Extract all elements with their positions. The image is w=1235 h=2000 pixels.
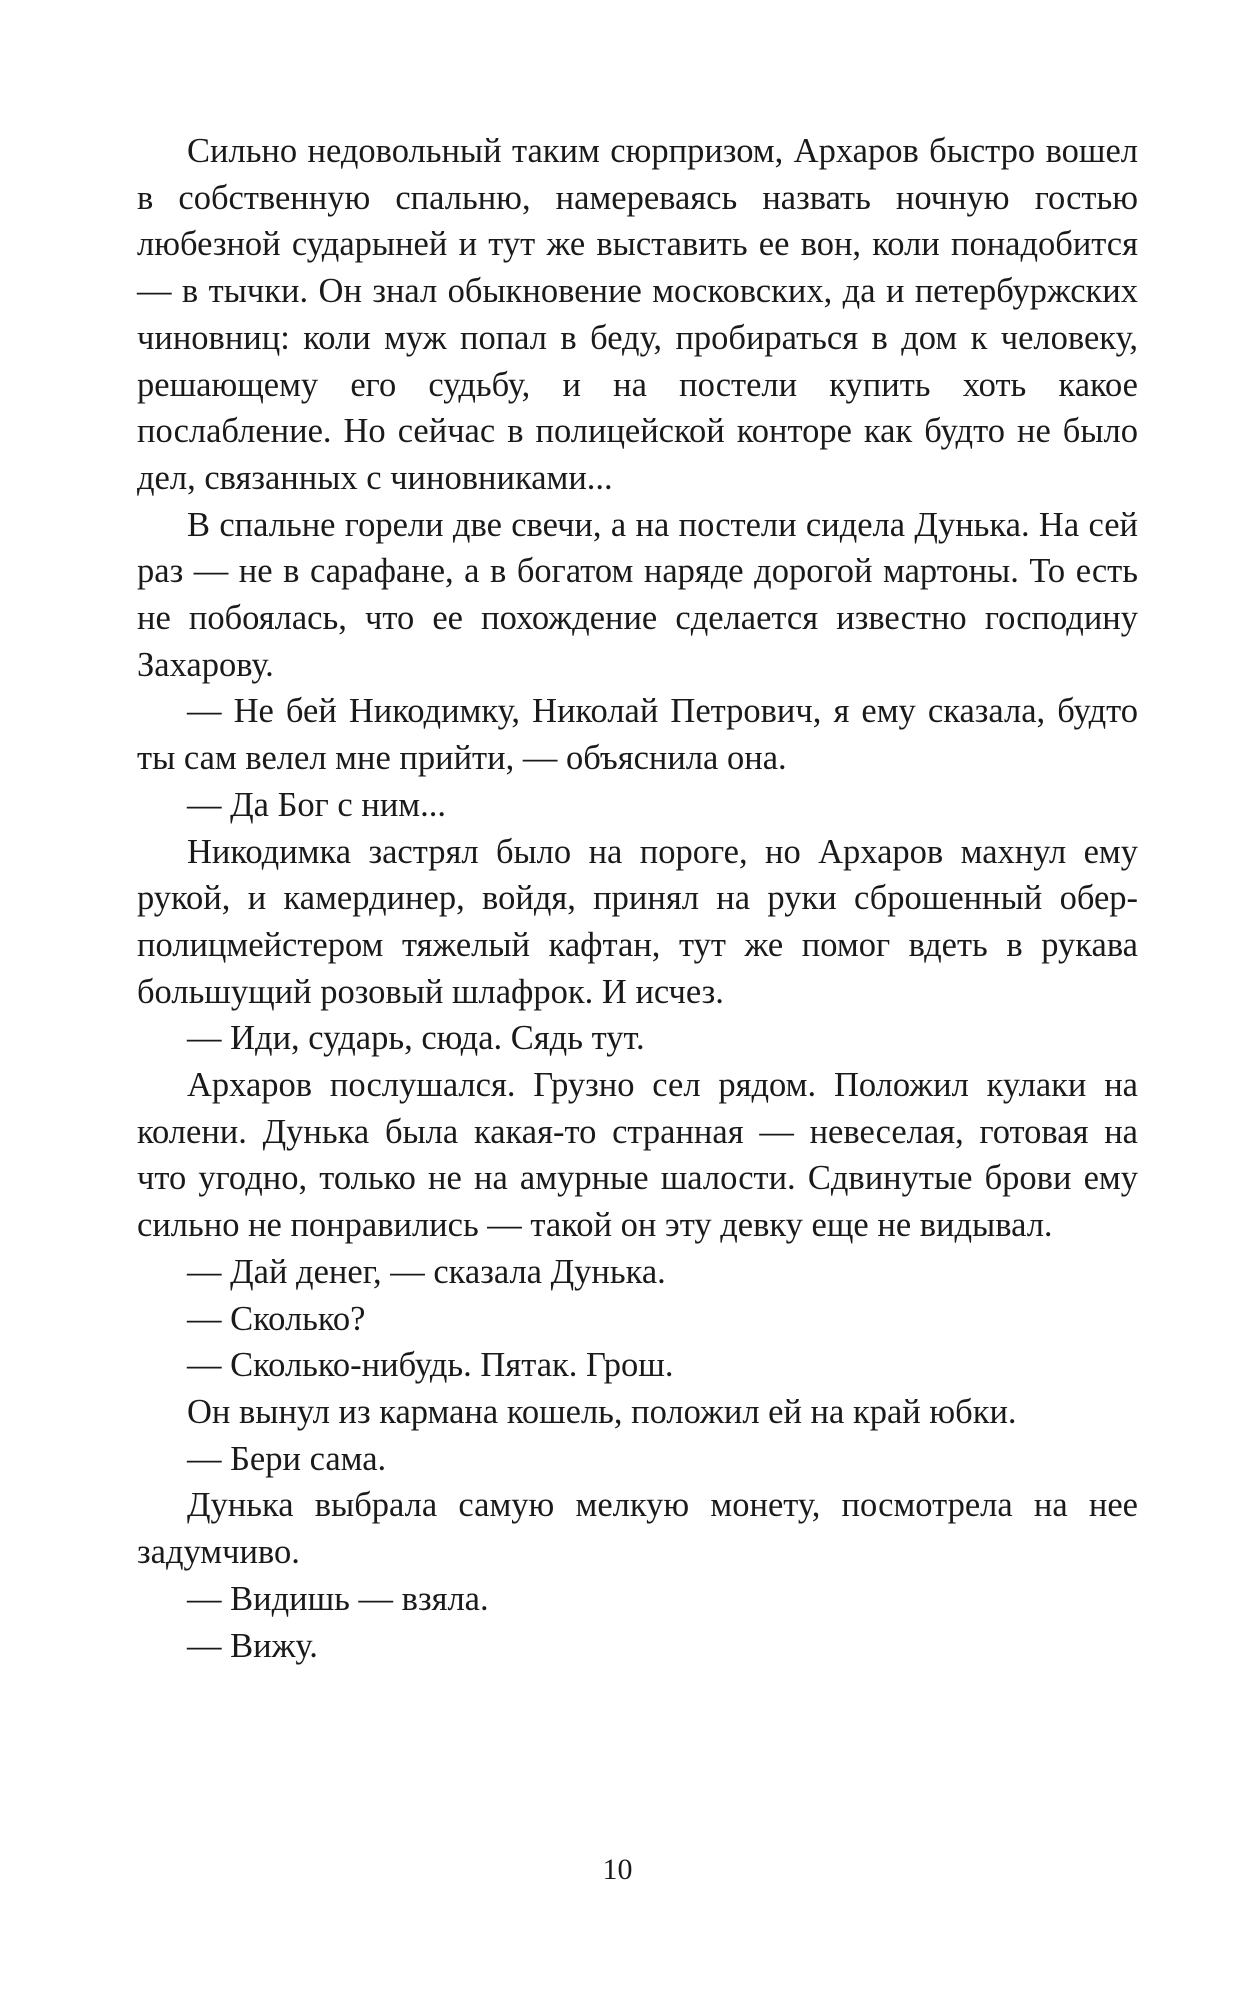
- page-body-text: [137, 128, 1138, 1669]
- paragraph-10: — Сколько-нибудь. Пятак. Грош.: [187, 1346, 674, 1385]
- paragraph-12: — Бери сама.: [187, 1439, 387, 1478]
- paragraph-13: Дунька выбрала самую мелкую монету, посмотрела на нее задумчиво.: [137, 1486, 1138, 1572]
- paragraph-15: — Вижу.: [187, 1626, 318, 1665]
- paragraph-9: — Сколько?: [187, 1299, 366, 1338]
- paragraph-7: Архаров послушался. Грузно сел рядом. Положил кулаки на колени. Дунька была какая-то странная — невеселая, готовая на что угодно, только не на амурные шалости. Сдвинутые брови ему сильно не понравились — такой он эту девку еще не видывал.: [137, 1066, 1138, 1245]
- paragraph-11: Он вынул из кармана кошель, положил ей на край юбки.: [187, 1392, 1017, 1431]
- paragraph-3: — Не бей Никодимку, Николай Петрович, я ему сказала, будто ты сам велел мне прийти, — объяснила она.: [137, 692, 1138, 778]
- paragraph-14: — Видишь — взяла.: [187, 1579, 489, 1618]
- paragraph-8: — Дай денег, — сказала Дунька.: [187, 1252, 666, 1291]
- paragraph-5: Никодимка застрял было на пороге, но Архаров махнул ему рукой, и камердинер, войдя, принял на руки сброшенный обер-полицмейстером тяжелый кафтан, тут же помог вдеть в рукава большущий розовый шлафрок. И исчез.: [137, 832, 1138, 1011]
- paragraph-2: В спальне горели две свечи, а на постели сидела Дунька. На сей раз — не в сарафане, а в богатом наряде дорогой мартоны. То есть не побоялась, что ее похождение сделается известно господину Захарову.: [137, 505, 1138, 684]
- paragraph-1: Сильно недовольный таким сюрпризом, Архаров быстро вошел в собственную спальню, намереваясь назвать ночную гостью любезной сударыней и тут же выставить ее вон, коли понадобится — в тычки. Он знал обыкновение московских, да и петербуржских чиновниц: коли муж попал в беду, пробираться в дом к человеку, решающему его судьбу, и на постели купить хоть какое послабление. Но сейчас в полицейской конторе как будто не было дел, связанных с чиновниками...: [137, 132, 1138, 497]
- paragraph-6: — Иди, сударь, сюда. Сядь тут.: [187, 1019, 645, 1058]
- paragraph-4: — Да Бог с ним...: [187, 785, 447, 824]
- page-number: 10: [602, 1853, 633, 1886]
